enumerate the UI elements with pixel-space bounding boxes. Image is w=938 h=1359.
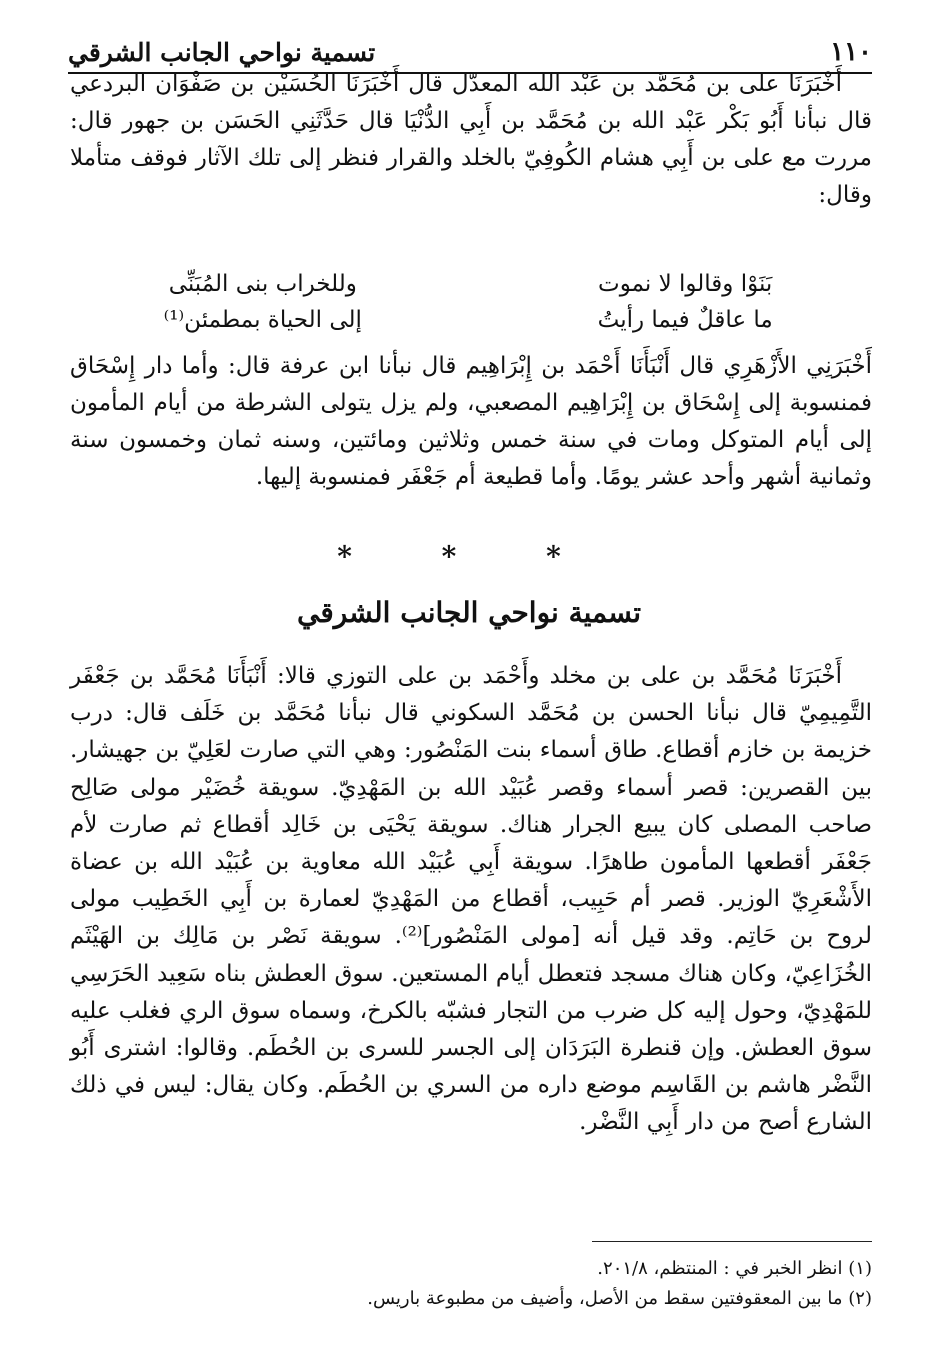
section-title: تسمية نواحي الجانب الشرقي [296,596,641,629]
footnotes [70,1254,872,1314]
poem-hemistich: وللخراب بنى المُبَنِّى [168,271,357,297]
running-title: تسمية نواحي الجانب الشرقي [68,37,376,67]
poem-hemistich: بَنَوْا وقالوا لا نموت [598,271,773,297]
section-separator: * * * [337,540,601,573]
page-number: ١١٠ [830,37,872,67]
intro-paragraph: أَخْبَرَنَا على بن مُحَمَّد بن عَبْد الله المعدّل قال أَخْبَرَنَا الحُسَيْن بن صَفْوَان البردعي قال نبأنا أَبُو بَكْر عَبْد الله بن مُحَمَّد بن أَبِي الدُّنْيَا قال حَدَّثَنِي الحَسَن بن جهور قال: مررت مع على بن أَبِي هشام الكُوفِيّ بالخلد والقرار فنظر إلى تلك الآثار فوقف متأملا وقال: [70,71,873,208]
footnote: (٢) ما بين المعقوفتين سقط من الأصل، وأضيف من مطبوعة باريس. [367,1288,872,1309]
paragraph-districts: أَخْبَرَنَا مُحَمَّد بن على بن مخلد وأَحْمَد بن على التوزي قالا: أَنْبَأَنَا مُحَمَّد بن جَعْفَر التَّمِيمِيّ قال نبأنا الحسن بن مُحَمَّد السكوني قال نبأنا مُحَمَّد بن خَلَف قال: درب خزيمة بن خازم أقطاع. طاق أسماء بنت المَنْصُور: وهي التي صارت لعَلِيّ بن جهيشار. بين القصرين: قصر أسماء وقصر عُبَيْد الله بن المَهْدِيّ. سويقة خُضَيْر مولى صَالِح صاحب المصلى كان يبيع الجرار هناك. سويقة يَحْيَى بن خَالِد أقطاع ثم صارت لأم جَعْفَر أقطعها المأمون طاهرًا. سويقة أَبِي عُبَيْد الله معاوية بن عُبَيْد الله بن عضاة الأَشْعَرِيّ الوزير. قصر أم حَبِيب، أقطاع من المَهْدِيّ لعمارة بن أَبِي الخَطِيب مولى لروح بن حَاتِم. وقد قيل أنه [مولى المَنْصُور]⁽²⁾. سويقة نَصْر بن مَالِك بن الهَيْثَم الخُزَاعِيّ، وكان هناك مسجد فتعطل أيام المستعين. سوق العطش بناه سَعِيد الحَرَسِي للمَهْدِيّ، وحول إليه كل ضرب من التجار فشبّه بالكرخ، وسماه سوق الري فغلب عليه سوق العطش. وإن قنطرة البَرَدَان إلى الجسر للسرى بن الحُطَم. وقالوا: اشترى أَبُو النَّضْر هاشم بن القَاسِم موضع داره من السري بن الحُطَم. وكان يقال: ليس في ذلك الشارع أصح من دار أَبِي النَّضْر. [70,663,872,1136]
poem [90,266,858,338]
footnote: (١) انظر الخبر في : المنتظم، ٢٠١/٨. [597,1258,872,1279]
paragraph-dar-ishaq: أَخْبَرَنِي الأَزْهَرِي قال أَنْبَأَنَا أَحْمَد بن إِبْرَاهِيم قال نبأنا ابن عرفة قال: وأما دار إِسْحَاق فمنسوبة إلى إِسْحَاق بن إِبْرَاهِيم المصعبي، ولم يزل يتولى الشرطة من أيام المأمون إلى أيام المتوكل ومات في سنة خمس وثلاثين ومائتين، وسنه ثمان وخمسون سنة وثمانية أشهر وأحد عشر يومًا. وأما قطيعة أم جَعْفَر فمنسوبة إليها. [70,353,872,490]
poem-verse [90,266,858,302]
poem-hemistich: ما عاقلٌ فيما رأيتُ [597,307,773,333]
poem-hemistich: إلى الحياة بمطمئن⁽¹⁾ [163,307,362,333]
poem-verse [90,302,858,338]
footnote-divider [592,1241,872,1242]
